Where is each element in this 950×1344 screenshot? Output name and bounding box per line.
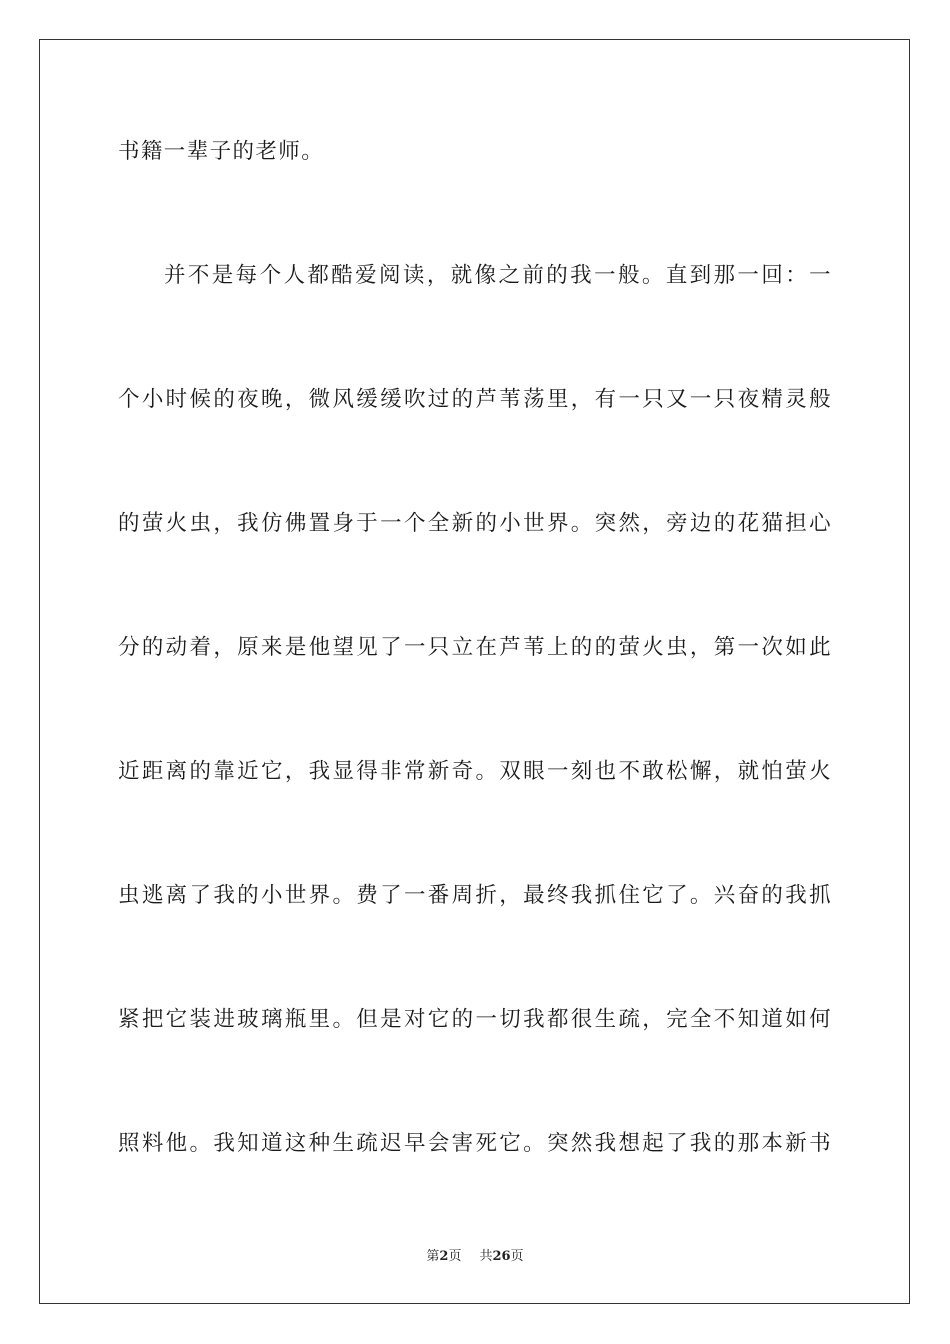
page-border: [39, 39, 910, 1304]
total-page-number: 26: [492, 1249, 511, 1264]
text-line: 虫逃离了我的小世界。费了一番周折，最终我抓住它了。兴奋的我抓: [118, 883, 832, 908]
text-line: 书籍一辈子的老师。: [118, 139, 325, 164]
text-line: 分的动着，原来是他望见了一只立在芦苇上的的萤火虫，第一次如此: [118, 635, 832, 660]
text-line: 并不是每个人都酷爱阅读，就像之前的我一般。直到那一回：一: [164, 263, 832, 288]
total-prefix: 共: [479, 1249, 493, 1264]
page-footer: [0, 1248, 950, 1266]
text-line: 的萤火虫，我仿佛置身于一个全新的小世界。突然，旁边的花猫担心: [118, 511, 832, 536]
page-suffix: 页: [448, 1249, 462, 1264]
text-line: 紧把它装进玻璃瓶里。但是对它的一切我都很生疏，完全不知道如何: [118, 1007, 832, 1032]
page-prefix: 第: [426, 1249, 440, 1264]
text-line: 近距离的靠近它，我显得非常新奇。双眼一刻也不敢松懈，就怕萤火: [118, 759, 832, 784]
text-line: 个小时候的夜晚，微风缓缓吹过的芦苇荡里，有一只又一只夜精灵般: [118, 387, 832, 412]
total-suffix: 页: [510, 1249, 524, 1264]
text-line: 照料他。我知道这种生疏迟早会害死它。突然我想起了我的那本新书: [118, 1131, 832, 1156]
current-page-number: 2: [439, 1249, 449, 1264]
